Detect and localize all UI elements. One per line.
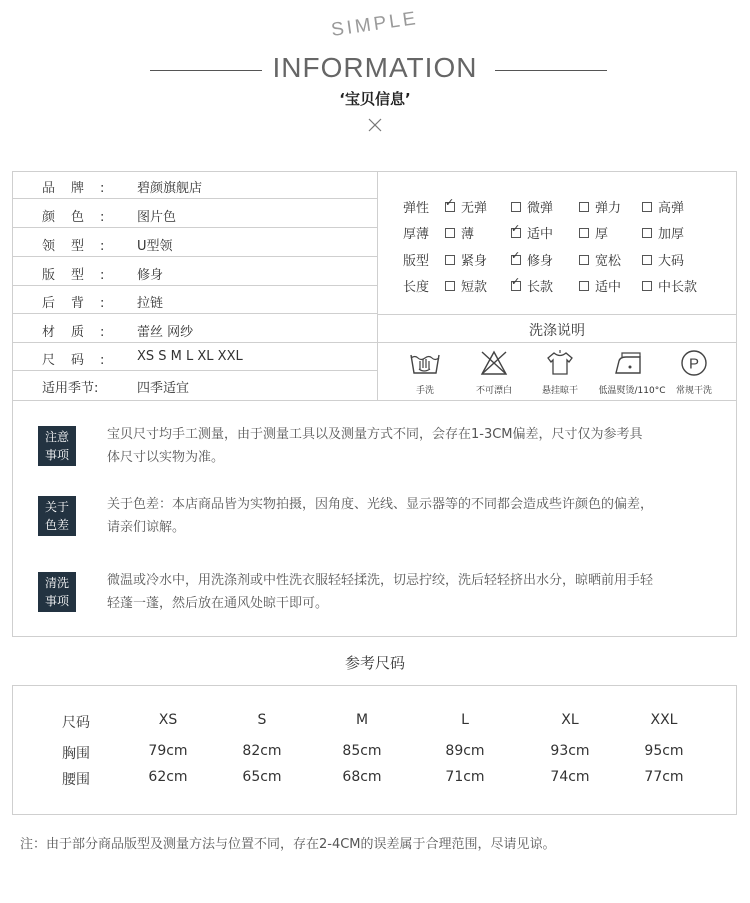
size-cell: 85cm: [342, 743, 382, 759]
info-value: 修身: [137, 268, 164, 283]
info-row: [12, 371, 377, 399]
note-badge-line: 关于: [44, 500, 69, 514]
no-bleach-icon: [474, 349, 514, 377]
option-text: 宽松: [595, 254, 622, 269]
size-header-cell: M: [355, 712, 369, 728]
low-iron-label: 低温熨烫/110°C: [598, 386, 666, 396]
info-row: [12, 200, 377, 228]
size-cell: 腰围: [62, 772, 90, 788]
dry-clean-label: 常规干洗: [675, 386, 712, 396]
attribute-option: [511, 197, 553, 216]
info-key: 后背:: [42, 296, 121, 311]
info-row: [12, 258, 377, 286]
checkbox-icon: [445, 255, 455, 265]
option-text: 紧身: [461, 254, 488, 269]
attribute-option: [445, 223, 474, 242]
checkbox-icon: [445, 281, 455, 291]
info-key: 品牌:: [42, 181, 121, 196]
info-key: 领型:: [42, 239, 121, 254]
size-header-cell: S: [257, 712, 267, 728]
attribute-label: 版型: [403, 254, 430, 269]
info-value: XS S M L XL XXL: [137, 349, 243, 364]
note-text: [107, 493, 717, 539]
size-chart-title: 参考尺码: [344, 654, 405, 672]
low-iron-icon: [608, 349, 648, 377]
note-line: 请亲们谅解。: [107, 520, 186, 535]
simple-heading: SIMPLE: [330, 8, 420, 42]
info-key: 材质:: [42, 325, 121, 340]
option-text: 长款: [527, 280, 554, 295]
option-text: 修身: [527, 254, 554, 269]
wash-divider-top: [377, 314, 737, 315]
option-text: 适中: [595, 280, 622, 295]
attribute-option: [445, 250, 487, 269]
size-header-cell: XL: [561, 712, 579, 728]
option-text: 中长款: [658, 280, 698, 295]
info-key: 颜色:: [42, 210, 121, 225]
dry-clean-icon: [674, 349, 714, 377]
note-line: 轻蓬一蓬，然后放在通风处晾干即可。: [107, 596, 329, 611]
checked-box-icon: [445, 202, 455, 212]
table-divider: [377, 171, 378, 401]
wash-title: 洗涤说明: [529, 323, 585, 339]
size-cell: 胸围: [62, 746, 90, 762]
note-badge-line: 色差: [44, 518, 69, 532]
checked-box-icon: [511, 255, 521, 265]
note-badge: [38, 572, 76, 612]
size-header-cell: 尺码: [62, 715, 90, 731]
close-x-icon: [366, 116, 384, 134]
note-badge-line: 注意: [44, 430, 69, 444]
attribute-label: 厚薄: [403, 227, 430, 242]
size-cell: 82cm: [242, 743, 282, 759]
checkbox-icon: [579, 281, 589, 291]
size-cell: 74cm: [550, 769, 590, 785]
no-bleach-label: 不可漂白: [475, 386, 512, 396]
info-value: 四季适宜: [137, 381, 190, 396]
option-text: 薄: [461, 227, 475, 242]
attribute-option: [579, 276, 621, 295]
checkbox-icon: [511, 202, 521, 212]
info-value: 碧颜旗舰店: [137, 181, 203, 196]
footnote: 注：由于部分商品版型及测量方法与位置不同，存在2-4CM的误差属于合理范围，尽请见谅。: [20, 837, 556, 852]
note-badge: [38, 426, 76, 466]
attribute-option: [642, 276, 697, 295]
size-cell: 77cm: [644, 769, 684, 785]
option-text: 无弹: [461, 201, 488, 216]
hang-dry-label: 悬挂晾干: [541, 386, 578, 396]
checkbox-icon: [579, 202, 589, 212]
checkbox-icon: [642, 281, 652, 291]
option-text: 微弹: [527, 201, 554, 216]
info-key: 适用季节:: [42, 381, 99, 396]
attribute-label: 长度: [403, 280, 430, 295]
size-header-cell: L: [461, 712, 469, 728]
note-line: 微温或冷水中，用洗涤剂或中性洗衣服轻轻揉洗，切忌拧绞，洗后轻轻挤出水分，晾晒前用手轻: [107, 573, 654, 588]
option-text: 弹力: [595, 201, 622, 216]
attribute-option: [445, 197, 487, 216]
hand-wash-icon: [405, 349, 445, 377]
size-cell: 71cm: [445, 769, 485, 785]
size-cell: 89cm: [445, 743, 485, 759]
option-text: 适中: [527, 227, 554, 242]
attribute-option: [579, 250, 621, 269]
hang-dry-icon: [540, 349, 580, 377]
option-text: 高弹: [658, 201, 685, 216]
info-value: 图片色: [137, 210, 177, 225]
attribute-option: [579, 197, 621, 216]
option-text: 大码: [658, 254, 685, 269]
size-cell: 62cm: [148, 769, 188, 785]
hand-wash-label: 手洗: [415, 386, 434, 396]
checkbox-icon: [642, 202, 652, 212]
size-cell: 95cm: [644, 743, 684, 759]
note-badge-line: 清洗: [44, 576, 69, 590]
attribute-option: [642, 223, 684, 242]
note-badge-line: 事项: [44, 448, 69, 462]
size-cell: 65cm: [242, 769, 282, 785]
attribute-option: [511, 223, 553, 242]
size-header-cell: XXL: [650, 712, 678, 728]
attribute-label: 弹性: [403, 201, 430, 216]
checkbox-icon: [642, 255, 652, 265]
attribute-option: [579, 223, 608, 242]
info-value: 拉链: [137, 296, 164, 311]
wash-divider-mid: [377, 342, 737, 343]
note-badge-line: 事项: [44, 594, 69, 608]
info-key: 尺码:: [42, 353, 121, 368]
checked-box-icon: [511, 281, 521, 291]
note-line: 体尺寸以实物为准。: [107, 450, 225, 465]
note-badge: [38, 496, 76, 536]
information-heading: INFORMATION: [272, 52, 478, 83]
section-subtitle: ‘宝贝信息’: [339, 90, 411, 108]
info-row: [12, 286, 377, 314]
info-row: [12, 343, 377, 371]
info-row: [12, 315, 377, 343]
info-value: U型领: [137, 239, 173, 254]
size-cell: 68cm: [342, 769, 382, 785]
checkbox-icon: [642, 228, 652, 238]
attribute-option: [445, 276, 487, 295]
option-text: 加厚: [658, 227, 685, 242]
note-line: 宝贝尺寸均手工测量，由于测量工具以及测量方式不同，会存在1-3CM偏差，尺寸仅为参考具: [107, 427, 643, 442]
note-line: 关于色差：本店商品皆为实物拍摄，因角度、光线、显示器等的不同都会造成些许颜色的偏差，: [107, 497, 654, 512]
option-text: 短款: [461, 280, 488, 295]
attribute-option: [511, 250, 553, 269]
checkbox-icon: [579, 255, 589, 265]
note-text: [107, 423, 717, 469]
attribute-option: [511, 276, 553, 295]
size-cell: 79cm: [148, 743, 188, 759]
size-header-cell: XS: [158, 712, 178, 728]
note-text: [107, 569, 717, 615]
size-cell: 93cm: [550, 743, 590, 759]
checked-box-icon: [511, 228, 521, 238]
svg-text:P: P: [688, 355, 700, 373]
info-key: 版型:: [42, 268, 121, 283]
attribute-option: [642, 197, 684, 216]
checkbox-icon: [579, 228, 589, 238]
info-row: [12, 171, 377, 199]
attribute-option: [642, 250, 684, 269]
info-value: 蕾丝 网纱: [137, 325, 194, 340]
checkbox-icon: [445, 228, 455, 238]
option-text: 厚: [595, 227, 609, 242]
info-row: [12, 229, 377, 257]
